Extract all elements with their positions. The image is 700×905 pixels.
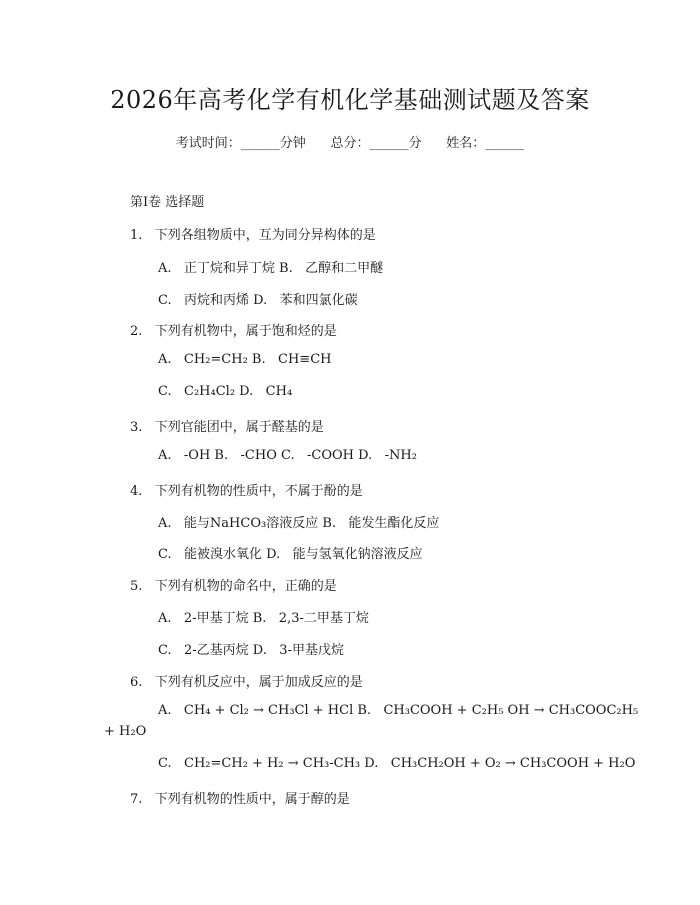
question-6-option-b-wrap: + H₂O [104, 724, 147, 739]
question-5-options-ab: A. 2-甲基丁烷 B. 2,3-二甲基丁烷 [158, 611, 369, 626]
question-6: 6. 下列有机反应中，属于加成反应的是 [130, 675, 363, 690]
question-2: 2. 下列有机物中，属于饱和烃的是 [130, 324, 337, 339]
question-6-options-ab: A. CH₄ + Cl₂ → CH₃Cl + HCl B. CH₃COOH + C₂H₅ OH → CH₃COOC₂H₅ [158, 703, 639, 718]
question-3: 3. 下列官能团中，属于醛基的是 [130, 420, 324, 435]
question-4-options-ab: A. 能与NaHCO₃溶液反应 B. 能发生酯化反应 [158, 516, 440, 531]
question-5: 5. 下列有机物的命名中，正确的是 [130, 579, 337, 594]
question-1-options-ab: A. 正丁烷和异丁烷 B. 乙醇和二甲醚 [158, 261, 384, 276]
question-2-options-cd: C. C₂H₄Cl₂ D. CH₄ [158, 384, 293, 399]
question-5-options-cd: C. 2-乙基丙烷 D. 3-甲基戊烷 [158, 643, 344, 658]
question-4-options-cd: C. 能被溴水氧化 D. 能与氢氧化钠溶液反应 [158, 547, 423, 562]
question-3-options: A. -OH B. -CHO C. -COOH D. -NH₂ [158, 448, 417, 463]
question-7: 7. 下列有机物的性质中，属于醇的是 [130, 792, 350, 807]
page-title: 2026年高考化学有机化学基础测试题及答案 [110, 86, 590, 114]
question-6-options-cd: C. CH₂=CH₂ + H₂ → CH₃-CH₃ D. CH₃CH₂OH + O₂ → CH₃COOH + H₂O [158, 756, 636, 771]
question-4: 4. 下列有机物的性质中，不属于酚的是 [130, 484, 363, 499]
question-1-options-cd: C. 丙烷和丙烯 D. 苯和四氯化碳 [158, 293, 358, 308]
question-2-options-ab: A. CH₂=CH₂ B. CH≡CH [158, 352, 332, 367]
question-1: 1. 下列各组物质中，互为同分异构体的是 [130, 228, 376, 243]
section-heading: 第Ⅰ卷 选择题 [130, 195, 205, 210]
exam-info-line: 考试时间：______分钟 总分：______分 姓名：______ [175, 136, 525, 151]
